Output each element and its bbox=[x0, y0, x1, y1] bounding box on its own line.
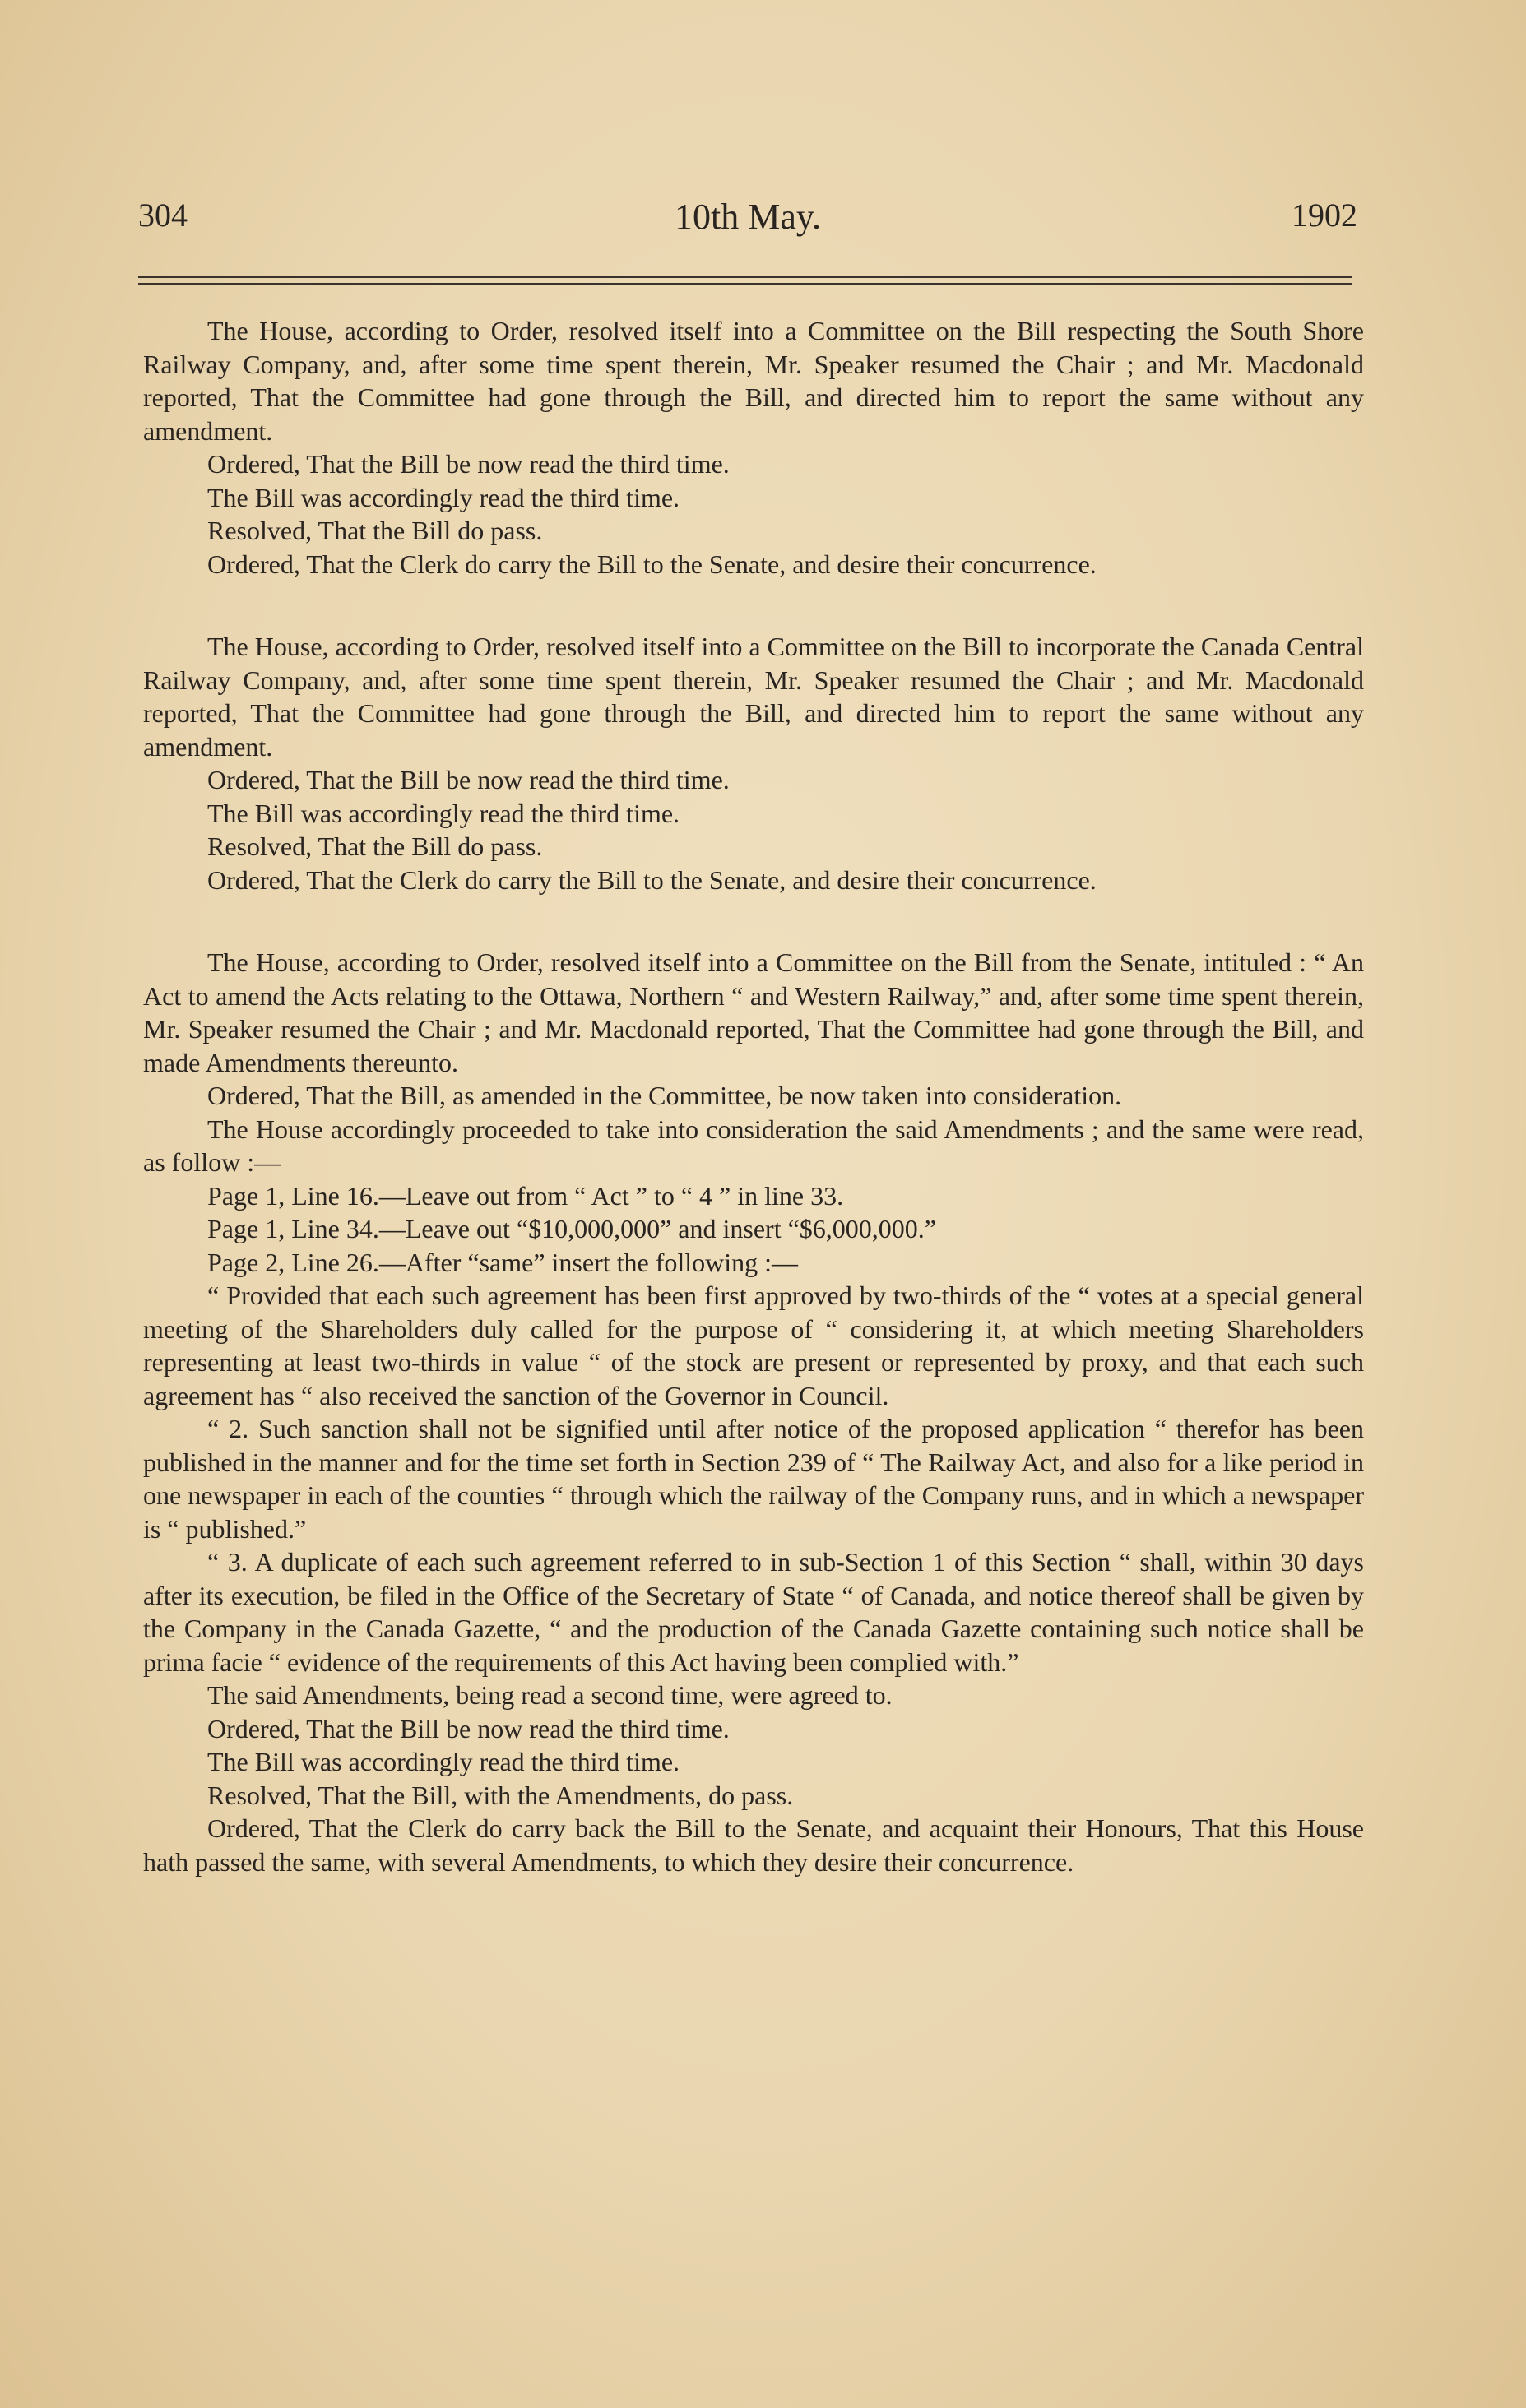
paragraph: Resolved, That the Bill, with the Amendments, do pass. bbox=[207, 1780, 794, 1810]
paragraph: The Bill was accordingly read the third time. bbox=[207, 1747, 680, 1776]
page-header bbox=[138, 196, 1357, 253]
body-text bbox=[143, 314, 1364, 1878]
paragraph: “ 3. A duplicate of each such agreement referred to in sub-Section 1 of this Section “ shall, within 30 days after its execution, be filed in the Office of the Secretary of State “ of Canada, and notice thereof shall be given by the Company in the Canada Gazette, “ and the production of the Canada Gazette containing such notice shall be prima facie “ evidence of the requirements of this Act having been complied with.” bbox=[143, 1547, 1364, 1677]
paragraph: The House, according to Order, resolved itself into a Committee on the Bill from the Senate, intituled : “ An Act to amend the Acts relating to the Ottawa, Northern “ and Western Railway,” and, after some time spent therein, Mr. Speaker resumed the Chair ; and Mr. Macdonald reported, That the Committee had gone through the Bill, and made Amendments thereunto. bbox=[143, 947, 1364, 1077]
page-year: 1902 bbox=[1292, 197, 1357, 234]
paragraph: Ordered, That the Bill be now read the third time. bbox=[207, 449, 730, 479]
paragraph: The House, according to Order, resolved itself into a Committee on the Bill to incorporate the Canada Central Railway Company, and, after some time spent therein, Mr. Speaker resumed the Chair ; and Mr. Macdonald reported, That the Committee had gone through the Bill, and directed him to report the same without any amendment. bbox=[143, 632, 1364, 762]
paragraph: “ Provided that each such agreement has been first approved by two-thirds of the “ votes at a special general meeting of the Shareholders duly called for the purpose of “ considering it, at which meeting Shareholders representing at least two-thirds in value “ of the stock are present or represented by proxy, and that each such agreement has “ also received the sanction of the Governor in Council. bbox=[143, 1280, 1364, 1410]
paragraph: Ordered, That the Bill be now read the third time. bbox=[207, 1713, 730, 1743]
page-number: 304 bbox=[138, 197, 188, 234]
paragraph: Ordered, That the Clerk do carry back the Bill to the Senate, and acquaint their Honours, That this House hath passed the same, with several Amendments, to which they desire their concurrence. bbox=[143, 1813, 1364, 1877]
paragraph: Resolved, That the Bill do pass. bbox=[207, 831, 543, 861]
header-rule-line-bottom bbox=[138, 283, 1352, 285]
paragraph: The House accordingly proceeded to take into consideration the said Amendments ; and the same were read, as follow :— bbox=[143, 1114, 1364, 1177]
paragraph: Page 1, Line 34.—Leave out “$10,000,000” and insert “$6,000,000.” bbox=[207, 1214, 936, 1243]
header-rule bbox=[138, 276, 1352, 286]
page-date: 10th May. bbox=[674, 197, 822, 237]
paragraph: Resolved, That the Bill do pass. bbox=[207, 516, 543, 545]
paragraph: Ordered, That the Bill, as amended in the Committee, be now taken into consideration. bbox=[207, 1081, 1122, 1110]
header-rule-line-top bbox=[138, 276, 1352, 278]
paragraph: Ordered, That the Clerk do carry the Bill to the Senate, and desire their concurrence. bbox=[207, 549, 1097, 579]
paragraph: The Bill was accordingly read the third time. bbox=[207, 482, 680, 512]
paragraph: “ 2. Such sanction shall not be signified until after notice of the proposed application “ therefor has been published in the manner and for the time set forth in Section 239 of “ The Railway Act, and also for a like period in one newspaper in each of the counties “ through which the railway of the Company runs, and in which a newspaper is “ published.” bbox=[143, 1414, 1364, 1544]
paragraph: Ordered, That the Bill be now read the third time. bbox=[207, 765, 730, 794]
paragraph: Page 1, Line 16.—Leave out from “ Act ” to “ 4 ” in line 33. bbox=[207, 1180, 844, 1211]
paragraph: Page 2, Line 26.—After “same” insert the following :— bbox=[207, 1247, 799, 1277]
paragraph: Ordered, That the Clerk do carry the Bill to the Senate, and desire their concurrence. bbox=[207, 864, 1097, 895]
paragraph: The Bill was accordingly read the third time. bbox=[207, 798, 680, 828]
paragraph: The House, according to Order, resolved itself into a Committee on the Bill respecting the South Shore Railway Company, and, after some time spent therein, Mr. Speaker resumed the Chair ; and Mr. Macdonald reported, That the Committee had gone through the Bill, and directed him to report the same without any amendment. bbox=[143, 316, 1364, 446]
paragraph: The said Amendments, being read a second time, were agreed to. bbox=[207, 1680, 893, 1710]
